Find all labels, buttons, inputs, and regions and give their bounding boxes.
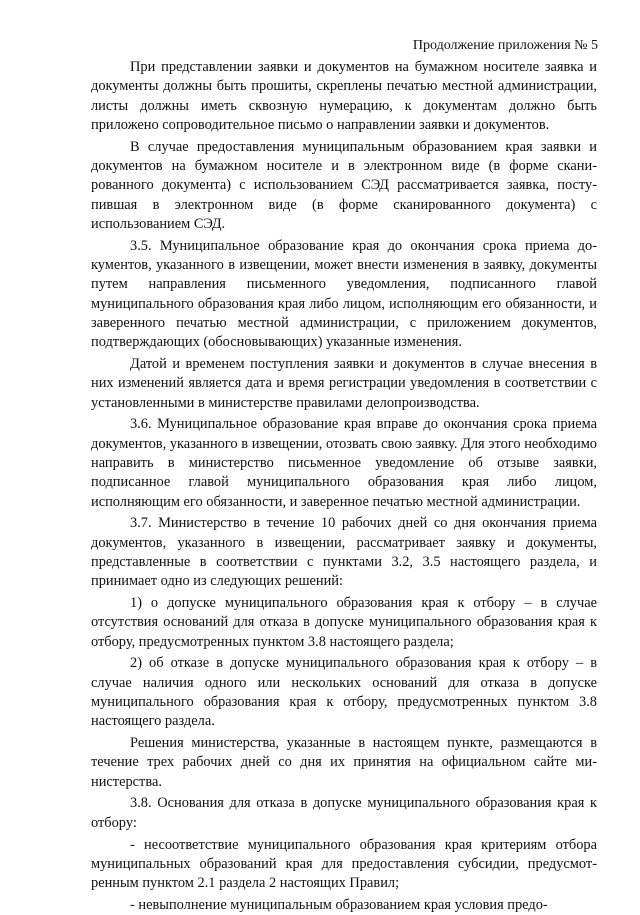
paragraph-decision-refuse: 2) об отказе в допуске муниципального образования края к отбору – в случае наличия одного или нескольких оснований для отказа в допуске муниципального образования края к отбору, предусмотренных пунктом 3.8 настоящего раздела. <box>91 655 597 730</box>
paragraph-clause-3-5: 3.5. Муниципальное образование края до окончания срока приема документов, указанного в извещении, может внести изменения в заявку, документы путем направления письменного уведомления, подписанного главой муниципального образования края либо лицом, исполняющим его обязанности, и заверенного печатью местной администрации, с приложением документов, подтверждающих (обосновывающих) указанные изменения. <box>91 237 597 351</box>
paragraph-decision-admit: 1) о допуске муниципального образования края к отбору – в случае отсутствия оснований для отказа в допуске муниципального образования края к отбору, предусмотренных пунктом 3.8 настоящего раздела; <box>91 595 597 650</box>
running-header: Продолжение приложения № 5 <box>412 38 598 53</box>
paragraph-ground-condition: - невыполнение муниципальным образованием края условия предо- <box>130 896 548 913</box>
document-body <box>91 58 597 915</box>
paragraph-submission-dual: В случае предоставления муниципальным образованием края заявки и документов на бумажном носителе и в электронном виде (в форме сканированного документа) с использованием СЭД рассматривается заявка, поступившая в электронном виде (в форме сканированного документа) с использованием СЭД. <box>91 138 597 232</box>
paragraph-decision-publication: Решения министерства, указанные в настоящем пункте, размещаются в течение трех рабочих дней со дня их принятия на официальном сайте министерства. <box>91 735 597 790</box>
paragraph-clause-3-7: 3.7. Министерство в течение 10 рабочих дней со дня окончания приема документов, указанного в извещении, рассматривает заявку и документы, представленные в соответствии с пунктами 3.2, 3.5 настоящего раздела, и принимает одно из следующих решений: <box>91 515 597 590</box>
paragraph-clause-3-6: 3.6. Муниципальное образование края вправе до окончания срока приема документов, указанного в извещении, отозвать свою заявку. Для этого необходимо направить в министерство письменное уведомление об отзыве заявки, подписанное главой муниципального образования края либо лицом, исполняющим его обязанности, и заверенное печатью местной администрации. <box>91 416 597 510</box>
paragraph-change-date: Датой и временем поступления заявки и документов в случае внесения в них изменений является дата и время регистрации уведомления в соответствии с установленными в министерстве правилами делопроизводства. <box>91 355 597 411</box>
paragraph-ground-criteria: - несоответствие муниципального образования края критериям отбора муниципальных образований края для предоставления субсидии, предусмотренным пунктом 2.1 раздела 2 настоящих Правил; <box>91 836 597 892</box>
paragraph-submission-paper: При представлении заявки и документов на бумажном носителе заявка и документы должны быть прошиты, скреплены печатью местной администрации, листы должны иметь сквозную нумерацию, к документам должно быть приложено сопроводительное письмо о направлении заявки и документов. <box>91 59 597 133</box>
paragraph-clause-3-8: 3.8. Основания для отказа в допуске муниципального образования края к отбору: <box>91 795 597 831</box>
